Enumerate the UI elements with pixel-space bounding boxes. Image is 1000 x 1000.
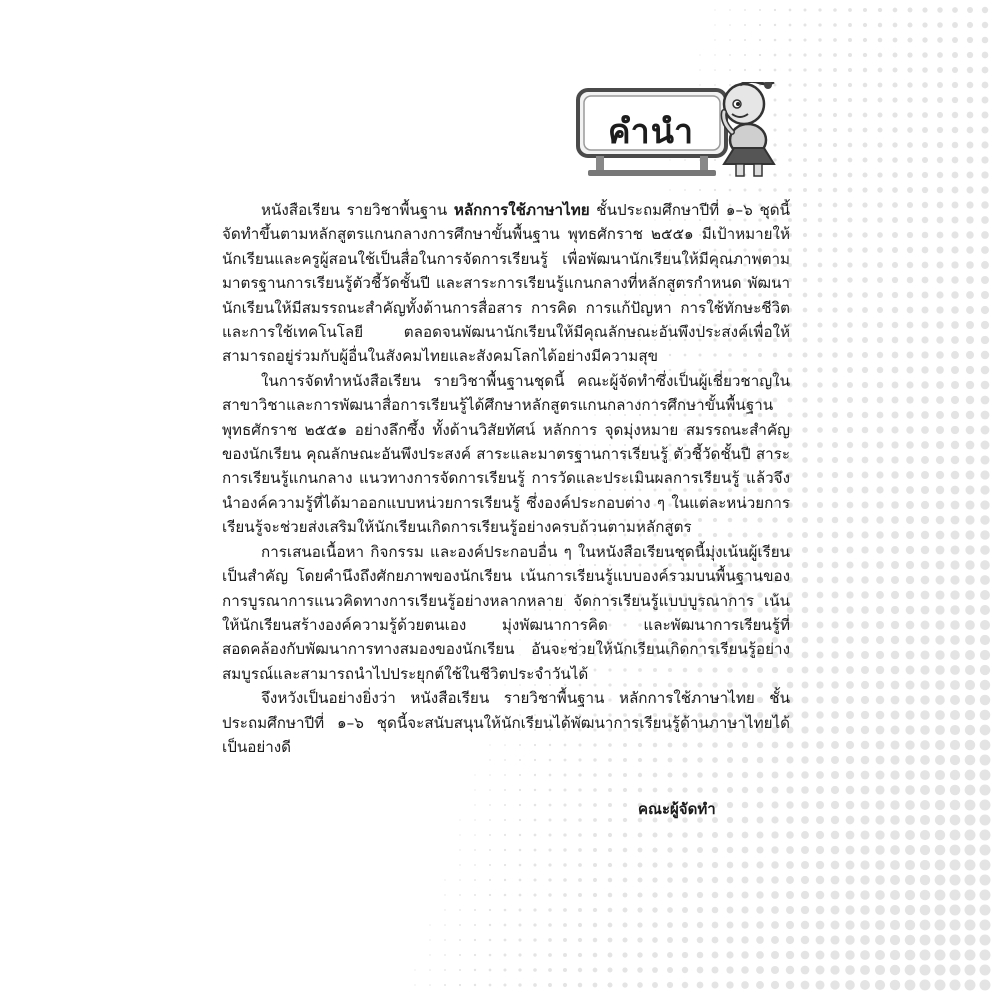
paragraph-1: [222, 198, 790, 369]
signature: คณะผู้จัดทำ: [638, 800, 716, 818]
paragraph-4-text: จึงหวังเป็นอย่างยิ่งว่า หนังสือเรียน รายวิชาพื้นฐาน หลักการใช้ภาษาไทย ชั้นประถมศึกษาปีที่ ๑–๖ ชุดนี้จะสนับสนุนให้นักเรียนได้พัฒนาการเรียนรู้ด้านภาษาไทยได้เป็นอย่างดี: [222, 689, 790, 756]
paragraph-3: [222, 540, 790, 686]
paragraph-1-text-b: ชั้นประถมศึกษาปีที่ ๑–๖ ชุดนี้จัดทำขึ้นตามหลักสูตรแกนกลางการศึกษาขั้นพื้นฐาน พุทธศักราช ๒๕๕๑ มีเป้าหมายให้นักเรียนและครูผู้สอนใช้เป็นสื่อในการจัดการเรียนรู้ เพื่อพัฒนานักเรียนให้มีคุณภาพตามมาตรฐานการเรียนรู้ตัวชี้วัดชั้นปี และสาระการเรียนรู้แกนกลางที่หลักสูตรกำหนด พัฒนานักเรียนให้มีสมรรถนะสำคัญทั้งด้านการสื่อสาร การคิด การแก้ปัญหา การใช้ทักษะชีวิต และการใช้เทคโนโลยี ตลอดจนพัฒนานักเรียนให้มีคุณลักษณะอันพึงประสงค์เพื่อให้สามารถอยู่ร่วมกับผู้อื่นในสังคมไทยและสังคมโลกได้อย่างมีความสุข: [222, 201, 790, 366]
paragraph-2-text: ในการจัดทำหนังสือเรียน รายวิชาพื้นฐานชุดนี้ คณะผู้จัดทำซึ่งเป็นผู้เชี่ยวชาญในสาขาวิชาและการพัฒนาสื่อการเรียนรู้ได้ศึกษาหลักสูตรแกนกลางการศึกษาขั้นพื้นฐาน พุทธศักราช ๒๕๕๑ อย่างลึกซึ้ง ทั้งด้านวิสัยทัศน์ หลักการ จุดมุ่งหมาย สมรรถนะสำคัญของนักเรียน คุณลักษณะอันพึงประสงค์ สาระและมาตรฐานการเรียนรู้ ตัวชี้วัดชั้นปี สาระการเรียนรู้แกนกลาง แนวทางการจัดการเรียนรู้ การวัดและประเมินผลการเรียนรู้ แล้วจึงนำองค์ความรู้ที่ได้มาออกแบบหน่วยการเรียนรู้ ซึ่งองค์ประกอบต่าง ๆ ในแต่ละหน่วยการเรียนรู้จะช่วยส่งเสริมให้นักเรียนเกิดการเรียนรู้อย่างครบถ้วนตามหลักสูตร: [222, 371, 790, 537]
paragraph-2: [222, 369, 790, 540]
paragraph-4: [222, 686, 790, 759]
paragraph-1-bold-title: หลักการใช้ภาษาไทย: [453, 201, 590, 219]
page-title: คำนำ: [607, 112, 695, 152]
paragraph-3-text: การเสนอเนื้อหา กิจกรรม และองค์ประกอบอื่น ๆ ในหนังสือเรียนชุดนี้มุ่งเน้นผู้เรียนเป็นสำคัญ โดยคำนึงถึงศักยภาพของนักเรียน เน้นการเรียนรู้แบบองค์รวมบนพื้นฐานของการบูรณาการแนวคิดทางการเรียนรู้อย่างหลากหลาย จัดการเรียนรู้แบบบูรณาการ เน้นให้นักเรียนสร้างองค์ความรู้ด้วยตนเอง มุ่งพัฒนาการคิด และพัฒนาการเรียนรู้ที่สอดคล้องกับพัฒนาการทางสมองของนักเรียน อันจะช่วยให้นักเรียนเกิดการเรียนรู้อย่างสมบูรณ์และสามารถนำไปประยุกต์ใช้ในชีวิตประจำวันได้: [222, 542, 790, 683]
cartoon-boy-mascot: [724, 82, 774, 176]
paragraph-1-text-a: หนังสือเรียน รายวิชาพื้นฐาน: [261, 201, 454, 219]
preface-body: [222, 198, 790, 759]
